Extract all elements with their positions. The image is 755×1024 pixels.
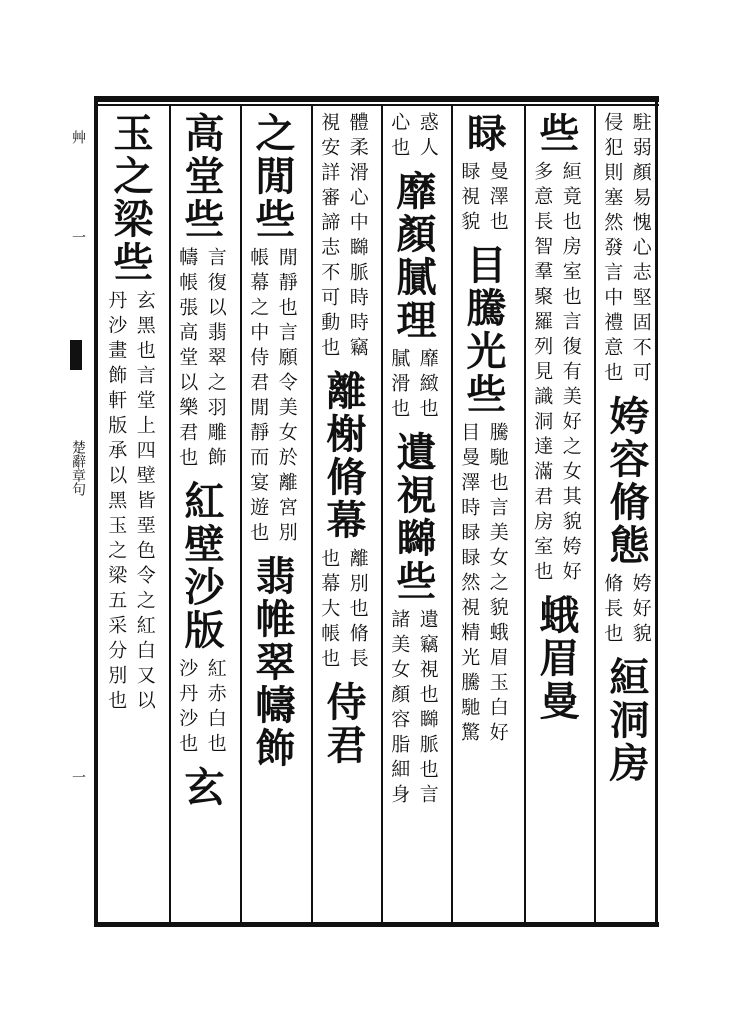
main-text: 姱容脩態 (603, 395, 650, 567)
commentary-line: 體柔滑心中矊脈時時竊 (346, 112, 369, 362)
commentary-line: 膩滑也 (388, 348, 411, 423)
column-divider (524, 104, 526, 922)
commentary-line: 視安詳審諦志不可動也 (318, 112, 341, 362)
commentary-line: 閒靜也言願令美女於離宮別 (275, 247, 298, 547)
edge-mark: 艸 (70, 130, 86, 144)
page-edge-margin (68, 110, 86, 900)
commentary-line: 丹沙畫飾軒版承以黑玉之梁五采分別也 (105, 290, 128, 715)
text-column (457, 112, 509, 912)
main-text: 之閒些 (249, 112, 296, 241)
main-text: 靡顏膩理 (390, 170, 437, 342)
top-border-thick (94, 96, 659, 102)
column-divider (311, 104, 313, 922)
commentary (387, 609, 439, 809)
commentary-line: 姱好貌 (629, 573, 652, 648)
commentary-line: 遺竊視也矊脈也言 (416, 609, 439, 809)
commentary-line: 帳幕之中侍君閒靜而宴遊也 (247, 247, 270, 547)
commentary-line: 多意長智羣聚羅列見識洞達滿君房室也 (531, 161, 554, 586)
commentary (317, 548, 369, 673)
commentary-line: 沙丹沙也 (176, 658, 199, 758)
bottom-border (94, 922, 659, 927)
text-column (387, 112, 439, 912)
text-column (600, 112, 652, 912)
edge-mark: 一 (70, 230, 86, 244)
main-text: 侍君 (320, 681, 367, 767)
commentary-line: 諸美女顏容脂細身 (388, 609, 411, 809)
commentary-line: 目曼澤時睩睩然視精光騰馳驚 (458, 422, 481, 747)
right-border (655, 96, 658, 927)
commentary (600, 112, 652, 387)
commentary-line: 離別也脩長 (346, 548, 369, 673)
commentary-line: 駐弱顏易愧心志堅固不可 (629, 112, 652, 387)
commentary-line: 騰馳也言美女之貌蛾眉玉白好 (486, 422, 509, 747)
main-text: 目騰光些 (460, 244, 507, 416)
main-text: 玉之梁些 (107, 112, 154, 284)
main-text: 遺視矊些 (390, 431, 437, 603)
commentary (175, 658, 227, 758)
edge-mark: 一 (70, 770, 86, 784)
commentary-line: 惑人 (416, 112, 439, 162)
text-column (175, 112, 227, 912)
main-text: 紅壁沙版 (178, 480, 225, 652)
fish-tail-mark (70, 340, 82, 370)
commentary-line: 睩視貌 (458, 161, 481, 236)
top-border-thin (94, 104, 659, 106)
main-text: 絙洞房 (603, 656, 650, 785)
text-column (104, 112, 156, 912)
commentary-line: 靡緻也 (416, 348, 439, 423)
commentary-line: 脩長也 (601, 573, 624, 648)
text-column (246, 112, 298, 912)
commentary (387, 112, 439, 162)
commentary-line: 絙竟也房室也言復有美好之女其貌姱好 (559, 161, 582, 586)
commentary (317, 112, 369, 362)
column-divider (594, 104, 596, 922)
main-text: 翡帷翠幬飾 (249, 555, 296, 770)
commentary-line: 玄黑也言堂上四壁皆堊色令之紅白又以 (133, 290, 156, 715)
commentary-line: 曼澤也 (486, 161, 509, 236)
text-column (317, 112, 369, 912)
commentary-line: 也幕大帳也 (318, 548, 341, 673)
main-text: 些 (533, 112, 580, 155)
commentary (246, 247, 298, 547)
commentary-line: 言復以翡翠之羽雕飾 (204, 247, 227, 472)
commentary (600, 573, 652, 648)
commentary (175, 247, 227, 472)
commentary-line: 幬帳張高堂以樂君也 (176, 247, 199, 472)
edge-book-title: 楚辭章句 (70, 440, 86, 496)
column-divider (381, 104, 383, 922)
commentary-line: 侵犯則塞然發言中禮意也 (601, 112, 624, 387)
text-column (530, 112, 582, 912)
main-text: 蛾眉曼 (533, 594, 580, 723)
column-divider (169, 104, 171, 922)
column-divider (451, 104, 453, 922)
column-divider (240, 104, 242, 922)
main-text: 睩 (460, 112, 507, 155)
commentary-line: 紅赤白也 (204, 658, 227, 758)
commentary (104, 290, 156, 715)
commentary (387, 348, 439, 423)
commentary (530, 161, 582, 586)
commentary (457, 161, 509, 236)
left-border (94, 96, 98, 927)
commentary-line: 心也 (388, 112, 411, 162)
main-text: 離榭脩幕 (320, 370, 367, 542)
main-text: 高堂些 (178, 112, 225, 241)
main-text: 玄 (178, 766, 225, 809)
commentary (457, 422, 509, 747)
